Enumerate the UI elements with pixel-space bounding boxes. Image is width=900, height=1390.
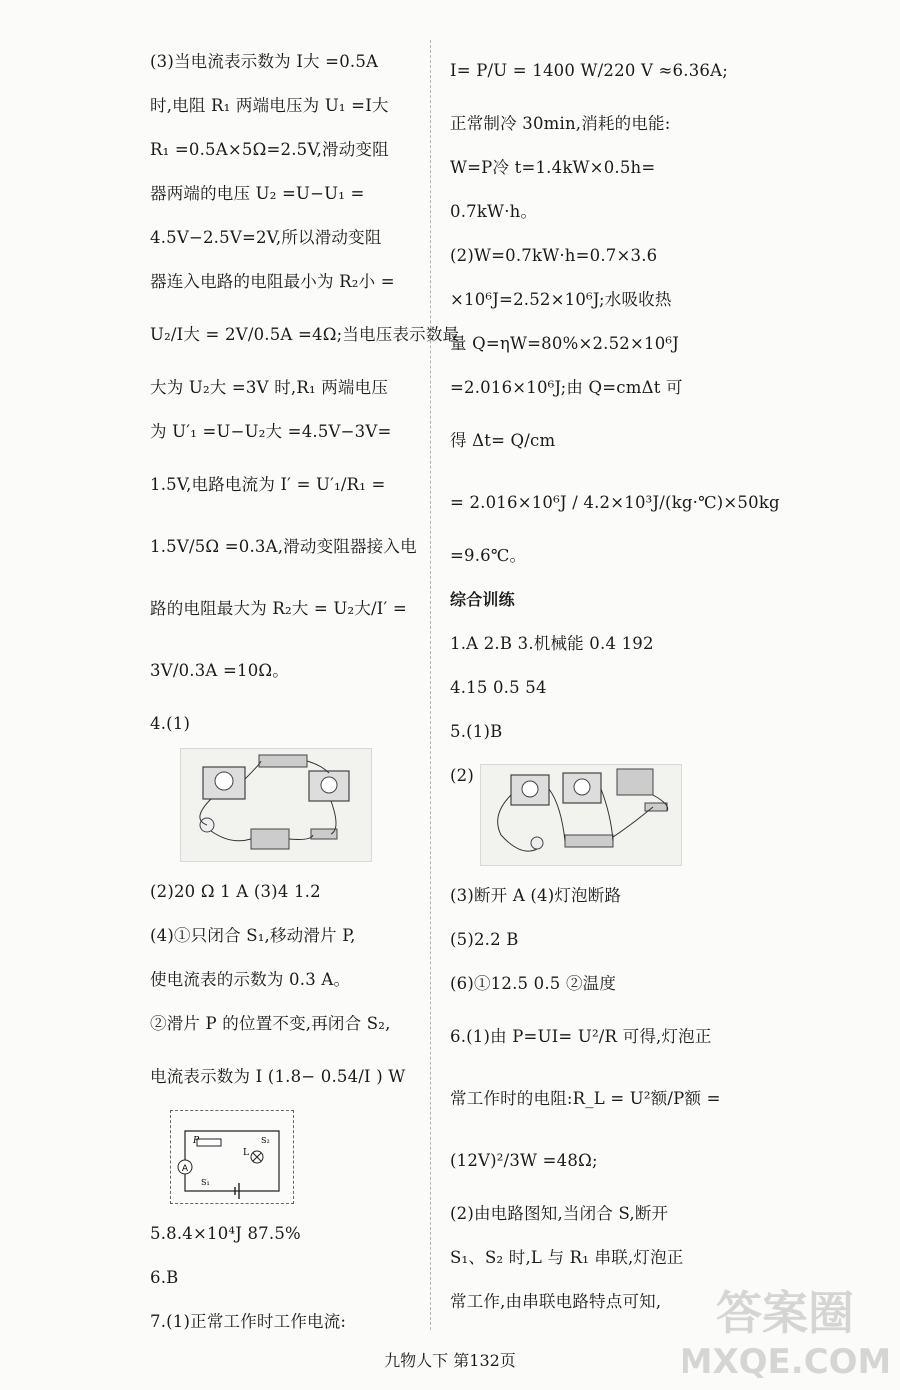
text-line: 为 U′₁ =U−U₂大 =4.5V−3V= (150, 422, 392, 441)
section-title: 综合训练 (450, 590, 515, 609)
formula-line: 3V/0.3A =10Ω。 (150, 661, 289, 680)
watermark-top-text: 答案圈 (716, 1286, 854, 1340)
text-line: (2)20 Ω 1 A (3)4 1.2 (150, 882, 321, 901)
text-line: (2)W=0.7kW·h=0.7×3.6 (450, 246, 658, 265)
text-line: R₁ =0.5A×5Ω=2.5V,滑动变阻 (150, 140, 389, 159)
left-column (150, 40, 460, 1344)
text-line: 正常制冷 30min,消耗的电能: (450, 114, 671, 133)
text-line: 使电流表的示数为 0.3 A。 (150, 970, 351, 989)
text-line: (3)当电流表示数为 I大 =0.5A (150, 52, 379, 71)
text-line: (6)①12.5 0.5 ②温度 (450, 974, 617, 993)
text-line: 常工作,由串联电路特点可知, (450, 1292, 662, 1311)
text-line: (2)由电路图知,当闭合 S,断开 (450, 1204, 669, 1223)
text-line: 4.5V−2.5V=2V,所以滑动变阻 (150, 228, 382, 247)
right-column (450, 40, 780, 1324)
watermark-logo (683, 1277, 888, 1382)
switch-s1-label: S₁ (201, 1178, 210, 1187)
question-4-label: 4.(1) (150, 714, 191, 733)
text-line: 0.7kW·h。 (450, 202, 538, 221)
formula-line: 常工作时的电阻:R_L = U²额/P额 = (450, 1089, 721, 1108)
circuit-schematic (171, 1111, 293, 1203)
text-line: 1.A 2.B 3.机械能 0.4 192 (450, 634, 654, 653)
text-line: ②滑片 P 的位置不变,再闭合 S₂, (150, 1014, 391, 1033)
text-line: ×10⁶J=2.52×10⁶J;水吸收热 (450, 290, 672, 309)
column-divider (430, 40, 431, 1330)
formula-line: I= P/U = 1400 W/220 V ≈6.36A; (450, 61, 728, 80)
lamp-label: L (243, 1148, 249, 1158)
circuit-photo-figure-2 (480, 764, 682, 866)
text-line: 7.(1)正常工作时工作电流: (150, 1312, 347, 1331)
formula-line: 电流表示数为 I (1.8− 0.54/I ) W (150, 1067, 406, 1086)
question-5-2-label: (2) (450, 766, 474, 785)
formula-line: = 2.016×10⁶J / 4.2×10³J/(kg·℃)×50kg (450, 493, 780, 512)
watermark-graphic (683, 1277, 888, 1382)
circuit-diagram (170, 1110, 294, 1204)
text-line: 5.8.4×10⁴J 87.5% (150, 1224, 301, 1243)
watermark-bottom-text: MXQE.COM (683, 1342, 888, 1382)
formula-line: U₂/I大 = 2V/0.5A =4Ω;当电压表示数最 (150, 325, 460, 344)
text-line: =2.016×10⁶J;由 Q=cmΔt 可 (450, 378, 683, 397)
formula-line: 1.5V,电路电流为 I′ = U′₁/R₁ = (150, 475, 386, 494)
text-line: (4)①只闭合 S₁,移动滑片 P, (150, 926, 356, 945)
formula-line: 路的电阻最大为 R₂大 = U₂大/I′ = (150, 599, 407, 618)
circuit-photo-figure (180, 748, 372, 862)
page-footer: 九物人下 第132页 (384, 1351, 516, 1370)
text-line: 6.B (150, 1268, 179, 1287)
text-line: 大为 U₂大 =3V 时,R₁ 两端电压 (150, 378, 389, 397)
text-line: (5)2.2 B (450, 930, 519, 949)
ammeter-label: A (181, 1164, 189, 1174)
text-line: 量 Q=ηW=80%×2.52×10⁶J (450, 334, 680, 353)
text-line: 器两端的电压 U₂ =U−U₁ = (150, 184, 365, 203)
text-line: W=P冷 t=1.4kW×0.5h= (450, 158, 656, 177)
slider-label: P (193, 1136, 200, 1146)
text-line: =9.6℃。 (450, 546, 527, 565)
text-line: 器连入电路的电阻最小为 R₂小 = (150, 272, 395, 291)
text-line: 4.15 0.5 54 (450, 678, 547, 697)
text-line: (3)断开 A (4)灯泡断路 (450, 886, 622, 905)
text-line: S₁、S₂ 时,L 与 R₁ 串联,灯泡正 (450, 1248, 684, 1267)
switch-s2-label: S₂ (261, 1136, 270, 1145)
formula-line: 6.(1)由 P=UI= U²/R 可得,灯泡正 (450, 1027, 712, 1046)
apparatus-illustration (181, 749, 371, 861)
text-line: 5.(1)B (450, 722, 503, 741)
formula-line: 1.5V/5Ω =0.3A,滑动变阻器接入电 (150, 537, 417, 556)
text-line: 时,电阻 R₁ 两端电压为 U₁ =I大 (150, 96, 389, 115)
formula-line: 得 Δt= Q/cm (450, 431, 556, 450)
formula-line: (12V)²/3W =48Ω; (450, 1151, 598, 1170)
apparatus-illustration-2 (481, 765, 681, 865)
